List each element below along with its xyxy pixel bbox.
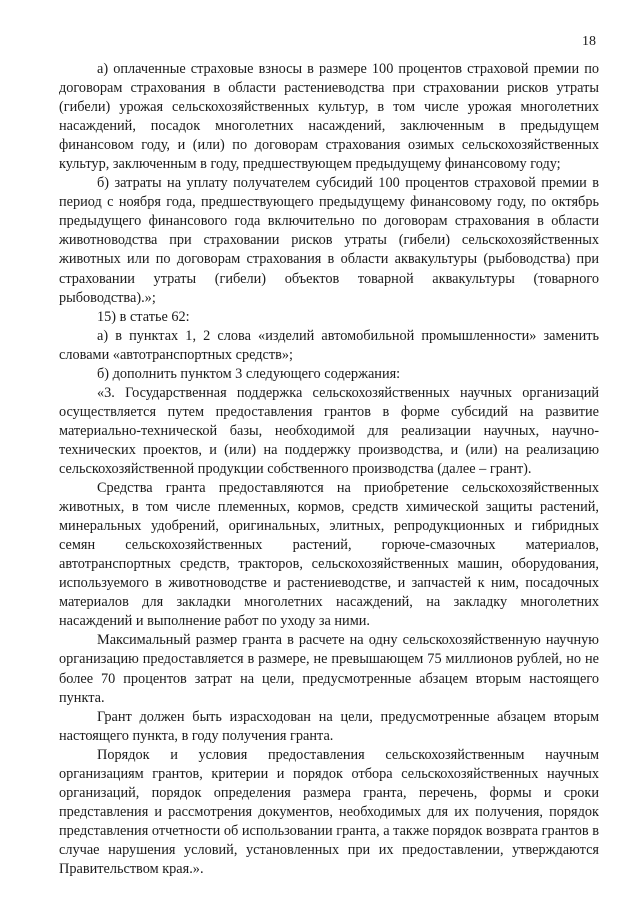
paragraph-state-support: «3. Государственная поддержка сельскохозяйственных научных организаций осуществляется путем предоставления грантов в форме субсидий на развитие материально-технической базы, необходимой для реализации научных, научно-технических проектов, и (или) на поддержку производства, и (или) на реализацию сельскохозяйственной продукции собственного производства (далее – грант).	[59, 384, 599, 477]
paragraph-max-grant: Максимальный размер гранта в расчете на одну сельскохозяйственную научную организацию предоставляется в размере, не превышающем 75 миллионов рублей, но не более 70 процентов затрат на цели, предусмотренные абзацем вторым настоящего пункта.	[59, 632, 599, 706]
paragraph-procedure: Порядок и условия предоставления сельскохозяйственным научным организациям грантов, критерии и порядок отбора сельскохозяйственных научных организаций, порядок определения размера гранта, перечень, формы и сроки представления и рассмотрения документов, необходимых для их получения, порядок представления отчетности об использовании гранта, а также порядок возврата грантов в случае нарушения условий, установленных при их предоставлении, утверждаются Правительством края.».	[59, 746, 599, 877]
document-body	[59, 60, 599, 879]
paragraph-replace-words: а) в пунктах 1, 2 слова «изделий автомобильной промышленности» заменить словами «автотранспортных средств»;	[59, 327, 599, 363]
paragraph-insurance-livestock: б) затраты на уплату получателем субсидий 100 процентов страховой премии в период с ноября года, предшествующего предыдущему финансовому году, по октябрь предыдущего финансового года включительно по договорам страхования в области животноводства при страховании рисков утраты (гибели) сельскохозяйственных животных или по договорам страхования в области аквакультуры (рыбоводства) при страховании утраты (гибели) объектов товарной аквакультуры (товарного рыбоводства).»;	[59, 175, 599, 306]
paragraph-grant-funds: Средства гранта предоставляются на приобретение сельскохозяйственных животных, в том числе племенных, кормов, средств химической защиты растений, минеральных удобрений, оригинальных, элитных, репродукционных и гибридных семян сельскохозяйственных растений, горюче-смазочных материалов, автотранспортных средств, тракторов, сельскохозяйственных машин, оборудования, используемого в животноводстве и растениеводстве, и запчастей к ним, посадочных материалов для закладки многолетних насаждений, на закладку многолетних насаждений и выполнение работ по уходу за ними.	[59, 480, 599, 630]
paragraph-add-point-3: б) дополнить пунктом 3 следующего содержания:	[97, 365, 401, 382]
page-number: 18	[582, 34, 596, 49]
paragraph-grant-usage: Грант должен быть израсходован на цели, предусмотренные абзацем вторым настоящего пункта, в году получения гранта.	[59, 708, 599, 744]
paragraph-insurance-crop: а) оплаченные страховые взносы в размере 100 процентов страховой премии по договорам страхования в области растениеводства при страховании рисков утраты (гибели) урожая сельскохозяйственных культур, в том числе урожая многолетних насаждений, посадок многолетних насаждений, заключенным в предыдущем финансовом году, и (или) по договорам страхования озимых сельскохозяйственных культур, заключенным в году, предшествующем предыдущему финансовому году;	[59, 61, 599, 173]
paragraph-article-62: 15) в статье 62:	[97, 308, 190, 325]
